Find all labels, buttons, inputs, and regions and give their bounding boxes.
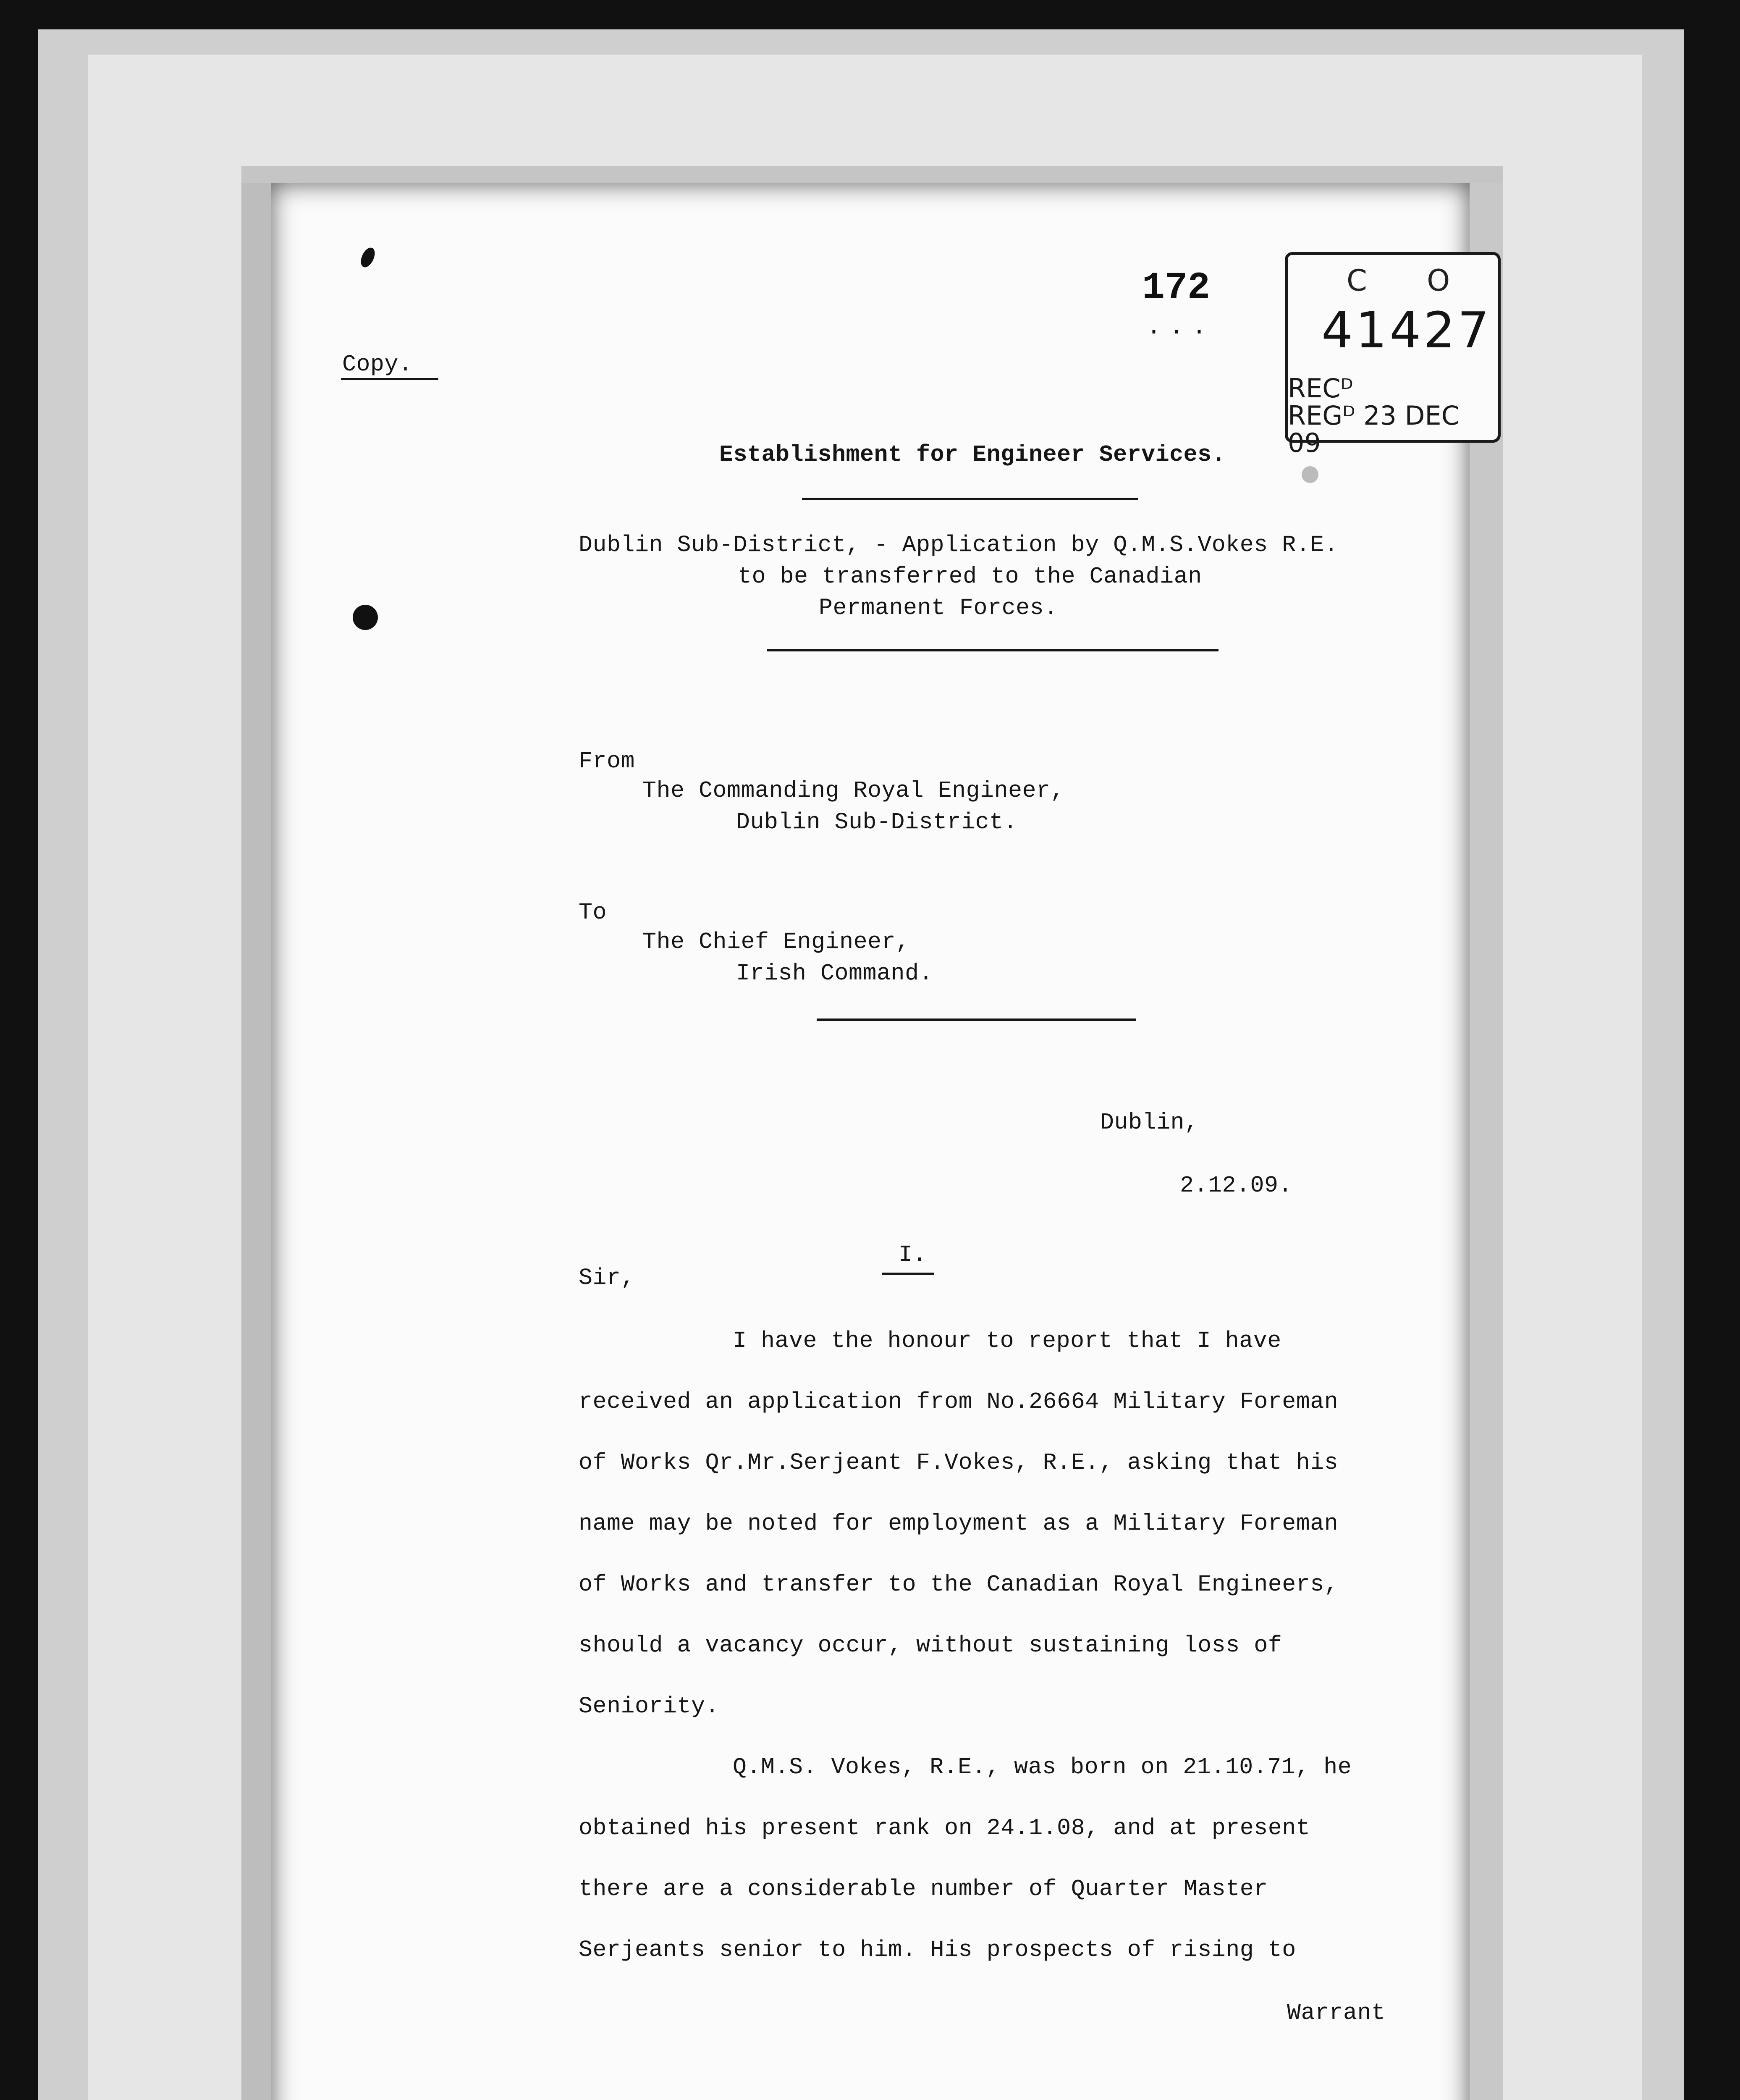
body-line: Q.M.S. Vokes, R.E., was born on 21.10.71, he — [733, 1754, 1352, 1780]
body-line: of Works and transfer to the Canadian Royal Engineers, — [579, 1571, 1339, 1598]
stamp-registered — [1288, 375, 1498, 457]
stamp-number: 41427 — [1321, 301, 1492, 359]
copy-label: Copy. — [342, 351, 413, 378]
subject-rule — [767, 649, 1219, 651]
from-line-1: The Commanding Royal Engineer, — [642, 777, 1065, 804]
body-line: received an application from No.26664 Military Foreman — [579, 1389, 1339, 1415]
body-line: name may be noted for employment as a Military Foreman — [579, 1510, 1339, 1537]
to-line-1: The Chief Engineer, — [642, 929, 910, 955]
document-heading: Establishment for Engineer Services. — [719, 441, 1226, 468]
subject-line-1: Dublin Sub-District, - Application by Q.M.S.Vokes R.E. — [579, 532, 1339, 558]
document-sheet — [271, 183, 1470, 2100]
date: 2.12.09. — [1180, 1172, 1293, 1199]
section-underline — [882, 1273, 934, 1275]
body-line: Seniority. — [579, 1693, 720, 1719]
subject-line-2: to be transferred to the Canadian — [738, 563, 1202, 590]
salutation: Sir, — [579, 1265, 635, 1291]
from-label: From — [579, 748, 635, 774]
stamp-recd: RECᴰ — [1288, 373, 1353, 404]
body-line: should a vacancy occur, without sustaining loss of — [579, 1632, 1282, 1659]
to-label: To — [579, 899, 607, 926]
body-line: there are a considerable number of Quarter Master — [579, 1876, 1268, 1902]
catchword: Warrant — [1287, 2000, 1386, 2026]
punch-hole — [353, 605, 378, 630]
heading-rule — [802, 498, 1138, 500]
subject-line-3: Permanent Forces. — [819, 595, 1058, 621]
place: Dublin, — [1100, 1109, 1199, 1136]
sheet-edge-top — [241, 166, 1503, 183]
ink-speck — [1302, 466, 1318, 483]
section-number: I. — [899, 1242, 927, 1268]
to-rule — [817, 1018, 1136, 1021]
stamp-regd: REGᴰ 23 DEC 09 — [1288, 400, 1460, 459]
body-line: obtained his present rank on 24.1.08, and at present — [579, 1815, 1310, 1841]
sheet-edge-left — [241, 183, 271, 2100]
page-number: 172 — [1142, 267, 1211, 310]
registry-stamp — [1285, 252, 1501, 459]
copy-underline — [341, 378, 438, 380]
to-line-2: Irish Command. — [736, 960, 933, 987]
body-line: Serjeants senior to him. His prospects of rising to — [579, 1937, 1296, 1963]
body-line: of Works Qr.Mr.Serjeant F.Vokes, R.E., asking that his — [579, 1449, 1339, 1476]
sheet-edge-right — [1470, 183, 1503, 2100]
body-line: I have the honour to report that I have — [733, 1328, 1281, 1354]
from-line-2: Dublin Sub-District. — [736, 809, 1018, 835]
page-dots: ... — [1146, 313, 1215, 341]
stamp-top-text: C O — [1347, 263, 1475, 298]
